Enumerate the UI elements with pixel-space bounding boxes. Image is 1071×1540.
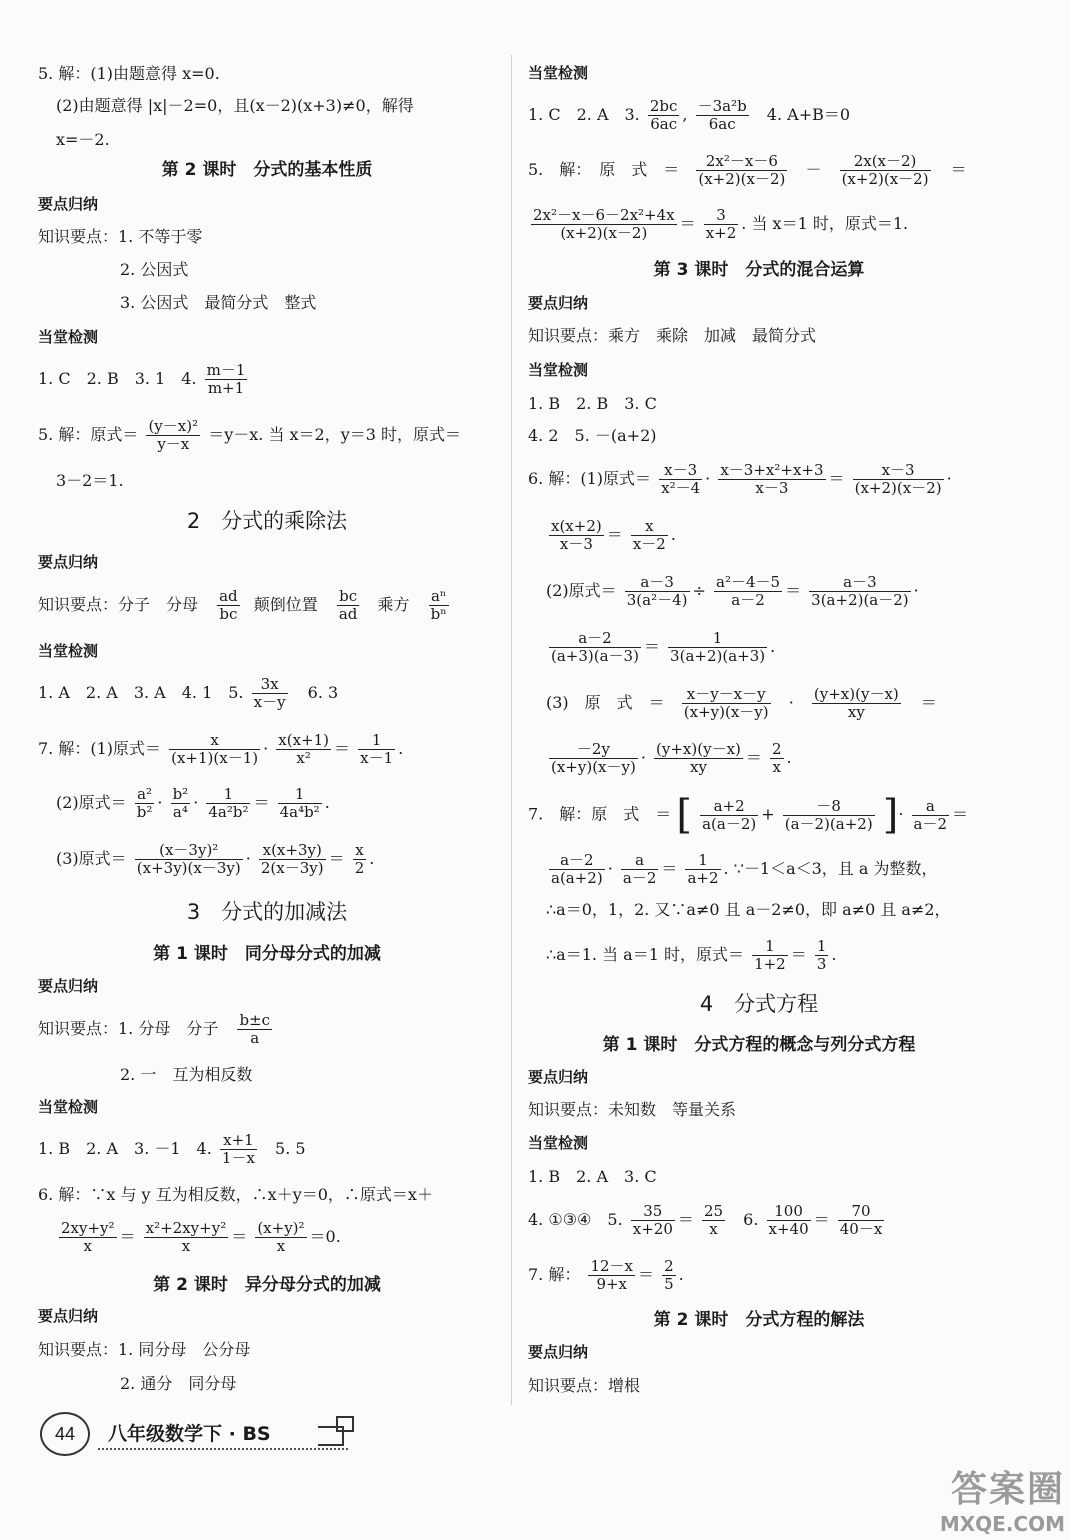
fraction: $\frac{\text{2x²－x－6}}{(x+2)(x-2)}$ [698,152,786,188]
fraction: $\frac{bc}{ad}$ [338,587,358,623]
fraction: $\frac{\text{x－3+x²+x+3}}{x-3}$ [720,461,824,497]
page-footer [36,1402,356,1462]
fraction: $\frac{2}{x}$ [771,740,782,776]
fraction: $\frac{12-x}{9+x}$ [590,1257,633,1293]
fraction: $\frac{a}{a-2}$ [622,851,657,887]
answer-line: 6. 解：∵x 与 y 互为相反数，∴x＋y＝0，∴原式＝x＋ [38,1185,433,1204]
answer-line: $\frac{a-2}{(a+3)(a-3)}$ ＝ $\frac{1}{3(a+2)(a+3)}$ . [551,629,776,665]
fraction: $\frac{25}{x}$ [703,1202,724,1238]
knowledge-points: 3. 公因式 最简分式 整式 [120,293,317,312]
fraction: $\frac{1}{a+2}$ [687,851,719,887]
answer-text: 5. 解：原式＝ [38,425,139,444]
fraction: $\frac{x}{2}$ [354,841,365,877]
answer-line: 4. ①③④ 5. $\frac{35}{x+20}$ ＝ $\frac{25}{x}$ 6. $\frac{100}{x+40}$ ＝ $\frac{70}{40-x}$ [528,1202,883,1238]
class-test-label: 当堂检测 [528,64,589,82]
fraction: $\frac{m-1}{m+1}$ [206,361,246,397]
class-test-label: 当堂检测 [38,642,99,660]
answer-line: ∴a＝0，1，2. 又∵a≠0 且 a－2≠0，即 a≠0 且 a≠2， [546,900,951,919]
answer-line [38,362,250,397]
fraction: $\frac{x-3}{(x+2)(x-2)}$ [854,461,942,497]
answer-line: (2)原式＝ $\frac{\text{a²}}{\text{b²}}$ · $\frac{\text{b²}}{\text{a⁴}}$ · $\frac{1}{\text{4a²b²}}$ ＝ $\frac{1}{\text{4a⁴b²}}$ . [56,785,330,821]
knowledge-points: 知识要点：增根 [528,1376,641,1395]
class-test-label: 当堂检测 [528,1134,589,1152]
answer-line: $\frac{\text{2xy+y²}}{x}$ ＝ $\frac{\text{x²+2xy+y²}}{x}$ ＝ $\frac{\text{(x+y)²}}{x}$ ＝0. [61,1219,341,1255]
knowledge-points: 知识要点：未知数 等量关系 [528,1100,737,1119]
fraction: $\frac{\text{(x+y)²}}{x}$ [257,1219,305,1255]
answer-line: 6. 解：(1)原式＝ $\frac{x-3}{\text{x²－4}}$ · $\frac{\text{x－3+x²+x+3}}{x-3}$ ＝ $\frac{x-3}{(x+2)(x-2)}$ · [528,461,952,497]
fraction: $\frac{3}{x+2}$ [705,206,737,242]
fraction: $\frac{70}{40-x}$ [839,1202,883,1238]
book-title: 八年级数学下 · BS [108,1423,271,1445]
fraction: $\frac{-2y}{(x+y)(x-y)}$ [551,740,636,776]
key-points-label: 要点归纳 [528,294,589,312]
fraction: $\frac{x}{x-2}$ [632,517,666,553]
fraction: $\frac{x-y-x-y}{(x+y)(x-y)}$ [683,685,769,721]
fraction: $\frac{a-3}{3(a+2)(a-2)}$ [811,573,909,609]
answer-line: $\frac{a-2}{a(a+2)}$ · $\frac{a}{a-2}$ ＝ $\frac{1}{a+2}$ . ∵－1＜a＜3，且 a 为整数， [551,851,938,887]
fraction: $\frac{x+1}{1-x}$ [221,1131,255,1167]
fraction: $\frac{2x(x-2)}{(x+2)(x-2)}$ [841,152,929,188]
fraction: $\frac{1}{3(a+2)(a+3)}$ [670,629,766,665]
key-points-label: 要点归纳 [38,977,99,995]
knowledge-points: 知识要点：分子 分母 $\frac{ad}{bc}$ 颠倒位置 $\frac{bc}{ad}$ 乘方 $\frac{\text{aⁿ}}{\text{bⁿ}}$ [38,587,447,623]
fraction: $\frac{x(x+3y)}{2(x-3y)}$ [260,841,324,877]
section-heading: 4 分式方程 [699,992,819,1016]
fraction: $\frac{\text{aⁿ}}{\text{bⁿ}}$ [430,587,447,623]
footer-dotted-rule [98,1448,348,1450]
fraction: $\frac{\text{－3a²b}}{6ac}$ [697,97,747,133]
lesson-heading: 第 2 课时 异分母分式的加减 [153,1275,381,1295]
answer-line: $\frac{x(x+2)}{x-3}$ ＝ $\frac{x}{x-2}$ . [551,517,676,553]
knowledge-points: 2. 通分 同分母 [120,1374,237,1393]
answer-line: (3)原式＝ $\frac{\text{(x－3y)²}}{(x+3y)(x-3y)}$ · $\frac{x(x+3y)}{2(x-3y)}$ ＝ $\frac{x}{2}$ . [56,841,375,877]
answer-line: $\frac{\text{2x²－x－6－2x²+4x}}{(x+2)(x-2)}$ ＝ $\frac{3}{x+2}$ . 当 x＝1 时，原式＝1. [533,206,909,242]
answer-line: 5. 解： 原 式 ＝ $\frac{\text{2x²－x－6}}{(x+2)(x-2)}$ － $\frac{2x(x-2)}{(x+2)(x-2)}$ ＝ [528,152,967,188]
answer-line: 1. A 2. A 3. A 4. 1 5. $\frac{3x}{x-y}$ 6. 3 [38,675,339,711]
lesson-heading: 第 1 课时 同分母分式的加减 [153,944,381,964]
answer-line: $\frac{-2y}{(x+y)(x-y)}$ · $\frac{(y+x)(y-x)}{xy}$ ＝ $\frac{2}{x}$ . [551,740,792,776]
answer-line: 1. B 2. A 3. C [528,1167,657,1186]
lesson-heading: 第 1 课时 分式方程的概念与列分式方程 [602,1035,916,1055]
fraction: $\frac{a-2}{(a+3)(a-3)}$ [551,629,639,665]
footer-decoration [336,1416,354,1432]
answer-line: 7. 解：原 式 ＝ [ $\frac{a+2}{a(a-2)}$ + $\frac{-8}{(a-2)(a+2)}$ ]· $\frac{a}{a-2}$ ＝ [528,792,969,838]
answer-line: 7. 解：(1)原式＝ $\frac{x}{(x+1)(x-1)}$ · $\frac{x(x+1)}{\text{x²}}$ ＝ $\frac{1}{x-1}$ . [38,731,404,767]
answer-line [38,418,461,453]
fraction: $\frac{1}{3}$ [816,937,827,973]
key-points-label: 要点归纳 [38,553,99,571]
fraction: $\frac{1}{x-1}$ [360,731,394,767]
fraction: $\frac{\text{(y－x)²}}{y-x}$ [148,417,199,453]
fraction: $\frac{2bc}{6ac}$ [649,97,678,133]
fraction: $\frac{a+2}{a(a-2)}$ [702,796,757,833]
answer-line: (2)原式＝ $\frac{a-3}{\text{3(a²－4)}}$ ÷ $\frac{\text{a²－4－5}}{a-2}$ ＝ $\frac{a-3}{3(a+2)(a-2)}$ · [546,573,919,609]
answer-line: 4. 2 5. －(a+2) [528,426,657,445]
fraction: $\frac{\text{a²}}{\text{b²}}$ [136,785,153,821]
section-heading: 2 分式的乘除法 [186,509,348,533]
fraction: $\frac{b\pm c}{a}$ [239,1011,271,1047]
watermark-url: MXQE.COM [939,1512,1065,1536]
column-divider [511,55,512,1405]
lesson-heading: 第 3 课时 分式的混合运算 [653,260,865,280]
fraction: $\frac{\text{(x－3y)²}}{(x+3y)(x-3y)}$ [136,841,241,877]
knowledge-points: 知识要点：乘方 乘除 加减 最简分式 [528,326,817,345]
fraction: $\frac{x(x+2)}{x-3}$ [551,517,602,553]
fraction: $\frac{(y+x)(y-x)}{xy}$ [813,685,899,721]
key-points-label: 要点归纳 [38,1307,99,1325]
answer-line: 1. C 2. A 3. $\frac{2bc}{6ac}$ , $\frac{\text{－3a²b}}{6ac}$ 4. A+B＝0 [528,97,851,133]
answer-line: 1. B 2. A 3. －1 4. $\frac{x+1}{1-x}$ 5. 5 [38,1131,306,1167]
fraction: $\frac{a-3}{\text{3(a²－4)}}$ [626,573,688,609]
lesson-heading: 第 2 课时 分式的基本性质 [161,160,373,180]
fraction: $\frac{\text{2x²－x－6－2x²+4x}}{(x+2)(x-2)}$ [533,206,675,242]
knowledge-points: 2. 公因式 [120,260,189,279]
answer-line: 3－2＝1. [56,471,124,490]
answer-text: 1. C 2. B 3. 1 4. [38,369,197,388]
watermark-logo: 答案圈 [950,1469,1065,1510]
key-points-label: 要点归纳 [528,1068,589,1086]
fraction: $\frac{x-3}{\text{x²－4}}$ [661,461,701,497]
answer-line: 1. B 2. B 3. C [528,394,657,413]
class-test-label: 当堂检测 [38,1098,99,1116]
problem-5a: 5. 解：(1)由题意得 x=0. [38,64,220,83]
class-test-label: 当堂检测 [528,361,589,379]
fraction: $\frac{x}{(x+1)(x-1)}$ [171,731,259,767]
fraction: $\frac{3x}{x-y}$ [253,675,286,711]
fraction: $\frac{\text{b²}}{\text{a⁴}}$ [172,785,189,821]
fraction: $\frac{1}{\text{4a²b²}}$ [208,785,249,821]
answer-line: 7. 解： $\frac{12-x}{9+x}$ ＝ $\frac{2}{5}$ . [528,1257,684,1293]
fraction: $\frac{x(x+1)}{\text{x²}}$ [278,731,330,767]
class-test-label: 当堂检测 [38,328,99,346]
fraction: $\frac{1}{1+2}$ [754,937,786,973]
section-heading: 3 分式的加减法 [186,900,348,924]
answer-text: ＝y－x. 当 x＝2，y＝3 时，原式＝ [208,425,462,444]
knowledge-points: 知识要点：1. 同分母 公分母 [38,1340,251,1359]
lesson-heading: 第 2 课时 分式方程的解法 [653,1310,865,1330]
fraction: $\frac{2}{5}$ [664,1257,674,1293]
fraction: $\frac{\text{a²－4－5}}{a-2}$ [716,573,781,609]
knowledge-points: 2. 一 互为相反数 [120,1065,253,1084]
fraction: $\frac{35}{x+20}$ [632,1202,673,1238]
watermark [940,1461,1065,1536]
knowledge-points: 知识要点：1. 分母 分子 $\frac{b\pm c}{a}$ [38,1011,271,1047]
fraction: $\frac{\text{2xy+y²}}{x}$ [61,1219,115,1255]
problem-5b: (2)由题意得 |x|－2=0，且(x－2)(x+3)≠0，解得 [56,96,414,115]
fraction: $\frac{(y+x)(y-x)}{xy}$ [656,740,741,776]
knowledge-points: 知识要点：1. 不等于零 [38,227,203,246]
answer-line: (3) 原 式 ＝ $\frac{x-y-x-y}{(x+y)(x-y)}$ · $\frac{(y+x)(y-x)}{xy}$ ＝ [546,685,937,721]
key-points-label: 要点归纳 [528,1343,589,1361]
fraction: $\frac{100}{x+40}$ [768,1202,809,1238]
key-points-label: 要点归纳 [38,195,99,213]
fraction: $\frac{ad}{bc}$ [219,587,238,623]
fraction: $\frac{a-2}{a(a+2)}$ [551,851,603,887]
fraction: $\frac{\text{x²+2xy+y²}}{x}$ [145,1219,227,1255]
fraction: $\frac{-8}{(a-2)(a+2)}$ [784,796,873,833]
page-number: 44 [40,1412,90,1456]
fraction: $\frac{1}{\text{4a⁴b²}}$ [279,785,320,821]
answer-line: ∴a＝1. 当 a＝1 时，原式＝ $\frac{1}{1+2}$ ＝ $\frac{1}{3}$ . [546,937,837,973]
problem-5c: x=－2. [56,130,110,149]
fraction: $\frac{a}{a-2}$ [913,796,948,833]
